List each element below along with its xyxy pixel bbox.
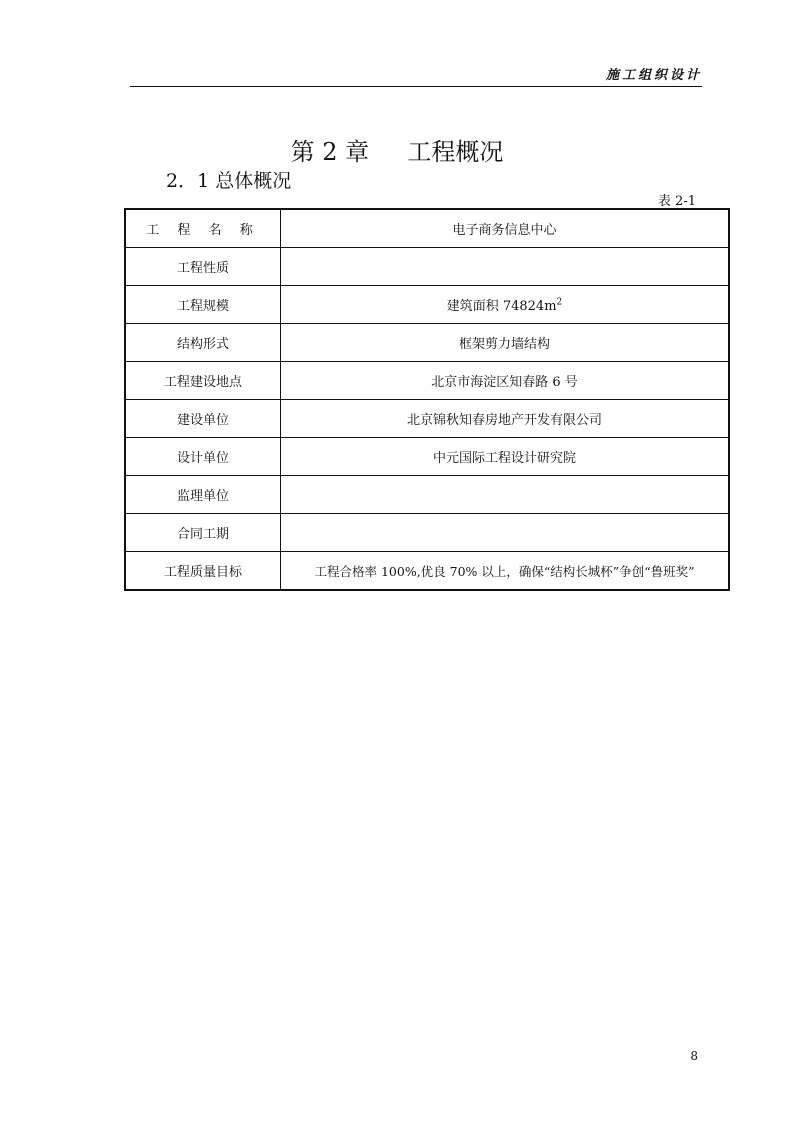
table-row bbox=[126, 210, 728, 248]
table-label: 表 2-1 bbox=[657, 194, 696, 209]
row-label-structure-type: 结构形式 bbox=[126, 324, 281, 362]
row-value-quality-target: 工程合格率 100%,优良 70% 以上，确保“结构长城杯”争创“鲁班奖” bbox=[281, 552, 729, 590]
row-label-contract-period: 合同工期 bbox=[126, 514, 281, 552]
row-value-project-scale: 建筑面积 $74824m^2$ bbox=[281, 286, 729, 324]
row-label-supervision-unit: 监理单位 bbox=[126, 476, 281, 514]
superscript: 2 bbox=[556, 297, 563, 308]
row-value-construction-site: 北京市海淀区知春路 6 号 bbox=[281, 362, 729, 400]
row-label-construction-site: 工程建设地点 bbox=[126, 362, 281, 400]
page-number: 8 bbox=[690, 1049, 698, 1063]
row-value-design-unit: 中元国际工程设计研究院 bbox=[281, 438, 729, 476]
table-row bbox=[126, 324, 728, 362]
chapter-title: 第 2 章 工程概况 bbox=[290, 138, 504, 166]
row-value-contract-period bbox=[281, 514, 729, 552]
row-value-supervision-unit bbox=[281, 476, 729, 514]
header-rule bbox=[130, 86, 702, 87]
row-value-project-name: 电子商务信息中心 bbox=[281, 210, 729, 248]
table-row bbox=[126, 400, 728, 438]
row-label-project-scale: 工程规模 bbox=[126, 286, 281, 324]
table-row bbox=[126, 514, 728, 552]
table-row bbox=[126, 286, 728, 324]
table-row bbox=[126, 248, 728, 286]
project-overview-table bbox=[124, 208, 730, 591]
row-label-design-unit: 设计单位 bbox=[126, 438, 281, 476]
table-row bbox=[126, 552, 728, 590]
row-label-project-name: 工 程 名 称 bbox=[126, 210, 281, 248]
row-label-quality-target: 工程质量目标 bbox=[126, 552, 281, 590]
table-row bbox=[126, 362, 728, 400]
row-label-developer: 建设单位 bbox=[126, 400, 281, 438]
table-row bbox=[126, 476, 728, 514]
row-value-structure-type: 框架剪力墙结构 bbox=[281, 324, 729, 362]
table-row bbox=[126, 438, 728, 476]
section-title: 2．1 总体概况 bbox=[166, 170, 292, 192]
row-value-developer: 北京锦秋知春房地产开发有限公司 bbox=[281, 400, 729, 438]
row-label-project-nature: 工程性质 bbox=[126, 248, 281, 286]
running-header: 施工组织设计 bbox=[605, 68, 702, 83]
row-value-project-nature bbox=[281, 248, 729, 286]
